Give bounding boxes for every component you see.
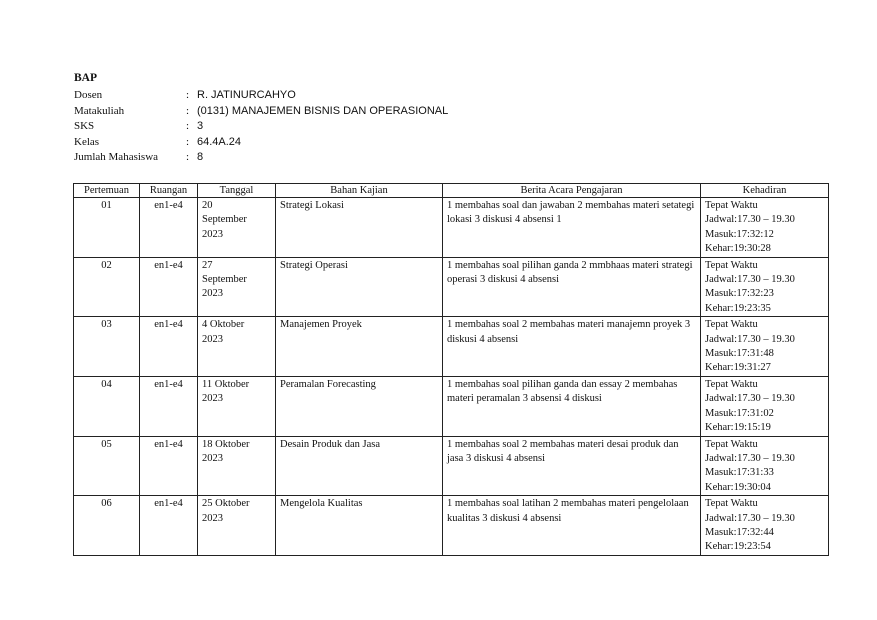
lecturer-name: R. JATINURCAHYO xyxy=(197,89,296,101)
course-info xyxy=(74,88,448,166)
cell-pertemuan: 04 xyxy=(74,376,140,436)
header-berita-acara: Berita Acara Pengajaran xyxy=(443,184,701,198)
table-row xyxy=(74,317,829,377)
cell-ruangan: en1-e4 xyxy=(140,198,198,258)
cell-kehadiran: Tepat Waktu Jadwal:17.30 – 19.30 Masuk:17:32:12 Kehar:19:30:28 xyxy=(701,198,829,258)
cell-berita-acara: 1 membahas soal 2 membahas materi desai produk dan jasa 3 diskusi 4 absensi xyxy=(443,436,701,496)
class-code: 64.4A.24 xyxy=(197,135,242,148)
header-bahan-kajian: Bahan Kajian xyxy=(276,184,443,198)
table-row xyxy=(74,436,829,496)
meta-row-matakuliah xyxy=(74,104,448,120)
meta-colon: : xyxy=(186,151,190,163)
student-count: 8 xyxy=(197,151,204,163)
cell-pertemuan: 03 xyxy=(74,317,140,377)
cell-ruangan: en1-e4 xyxy=(140,317,198,377)
cell-bahan-kajian: Strategi Lokasi xyxy=(276,198,443,258)
cell-kehadiran: Tepat Waktu Jadwal:17.30 – 19.30 Masuk:17:31:33 Kehar:19:30:04 xyxy=(701,436,829,496)
meta-colon: : xyxy=(186,135,190,148)
header-pertemuan: Pertemuan xyxy=(74,184,140,198)
meta-colon: : xyxy=(186,104,190,117)
cell-kehadiran: Tepat Waktu Jadwal:17.30 – 19.30 Masuk:17:32:23 Kehar:19:23:35 xyxy=(701,257,829,317)
meta-label: Matakuliah xyxy=(74,104,125,117)
cell-berita-acara: 1 membahas soal dan jawaban 2 membahas materi setategi lokasi 3 diskusi 4 absensi 1 xyxy=(443,198,701,258)
cell-tanggal: 11 Oktober 2023 xyxy=(198,376,276,436)
cell-bahan-kajian: Mengelola Kualitas xyxy=(276,496,443,556)
cell-bahan-kajian: Desain Produk dan Jasa xyxy=(276,436,443,496)
cell-tanggal: 25 Oktober 2023 xyxy=(198,496,276,556)
table-row xyxy=(74,257,829,317)
cell-pertemuan: 01 xyxy=(74,198,140,258)
header-tanggal: Tanggal xyxy=(198,184,276,198)
cell-kehadiran: Tepat Waktu Jadwal:17.30 – 19.30 Masuk:17:31:48 Kehar:19:31:27 xyxy=(701,317,829,377)
cell-ruangan: en1-e4 xyxy=(140,436,198,496)
meta-row-sks xyxy=(74,119,448,135)
header-ruangan: Ruangan xyxy=(140,184,198,198)
meta-colon: : xyxy=(186,120,190,132)
cell-bahan-kajian: Peramalan Forecasting xyxy=(276,376,443,436)
meta-label: Kelas xyxy=(74,135,100,148)
meta-row-kelas xyxy=(74,135,448,151)
header-kehadiran: Kehadiran xyxy=(701,184,829,198)
meta-row-jumlah-mahasiswa xyxy=(74,150,448,166)
cell-pertemuan: 05 xyxy=(74,436,140,496)
cell-ruangan: en1-e4 xyxy=(140,376,198,436)
cell-ruangan: en1-e4 xyxy=(140,257,198,317)
attendance-table xyxy=(73,183,829,556)
table-row xyxy=(74,198,829,258)
table-row xyxy=(74,496,829,556)
cell-kehadiran: Tepat Waktu Jadwal:17.30 – 19.30 Masuk:17:32:44 Kehar:19:23:54 xyxy=(701,496,829,556)
cell-pertemuan: 02 xyxy=(74,257,140,317)
table-row xyxy=(74,376,829,436)
meta-label: SKS xyxy=(74,120,95,132)
credit-units: 3 xyxy=(197,120,204,132)
cell-berita-acara: 1 membahas soal latihan 2 membahas materi pengelolaan kualitas 3 diskusi 4 absensi xyxy=(443,496,701,556)
cell-tanggal: 4 Oktober 2023 xyxy=(198,317,276,377)
cell-kehadiran: Tepat Waktu Jadwal:17.30 – 19.30 Masuk:17:31:02 Kehar:19:15:19 xyxy=(701,376,829,436)
table-header-row xyxy=(74,184,829,198)
meta-label: Dosen xyxy=(74,89,103,101)
cell-bahan-kajian: Strategi Operasi xyxy=(276,257,443,317)
cell-berita-acara: 1 membahas soal 2 membahas materi manajemn proyek 3 diskusi 4 absensi xyxy=(443,317,701,377)
cell-tanggal: 18 Oktober 2023 xyxy=(198,436,276,496)
document-title: BAP xyxy=(74,72,97,84)
cell-berita-acara: 1 membahas soal pilihan ganda 2 mmbhaas materi strategi operasi 3 diskusi 4 absensi xyxy=(443,257,701,317)
cell-tanggal: 20 September 2023 xyxy=(198,198,276,258)
meta-colon: : xyxy=(186,89,190,101)
cell-bahan-kajian: Manajemen Proyek xyxy=(276,317,443,377)
meta-row-dosen xyxy=(74,88,448,104)
course-name: (0131) MANAJEMEN BISNIS DAN OPERASIONAL xyxy=(197,104,449,117)
cell-berita-acara: 1 membahas soal pilihan ganda dan essay 2 membahas materi peramalan 3 absensi 4 diskusi xyxy=(443,376,701,436)
cell-tanggal: 27 September 2023 xyxy=(198,257,276,317)
cell-ruangan: en1-e4 xyxy=(140,496,198,556)
meta-label: Jumlah Mahasiswa xyxy=(74,151,159,163)
cell-pertemuan: 06 xyxy=(74,496,140,556)
